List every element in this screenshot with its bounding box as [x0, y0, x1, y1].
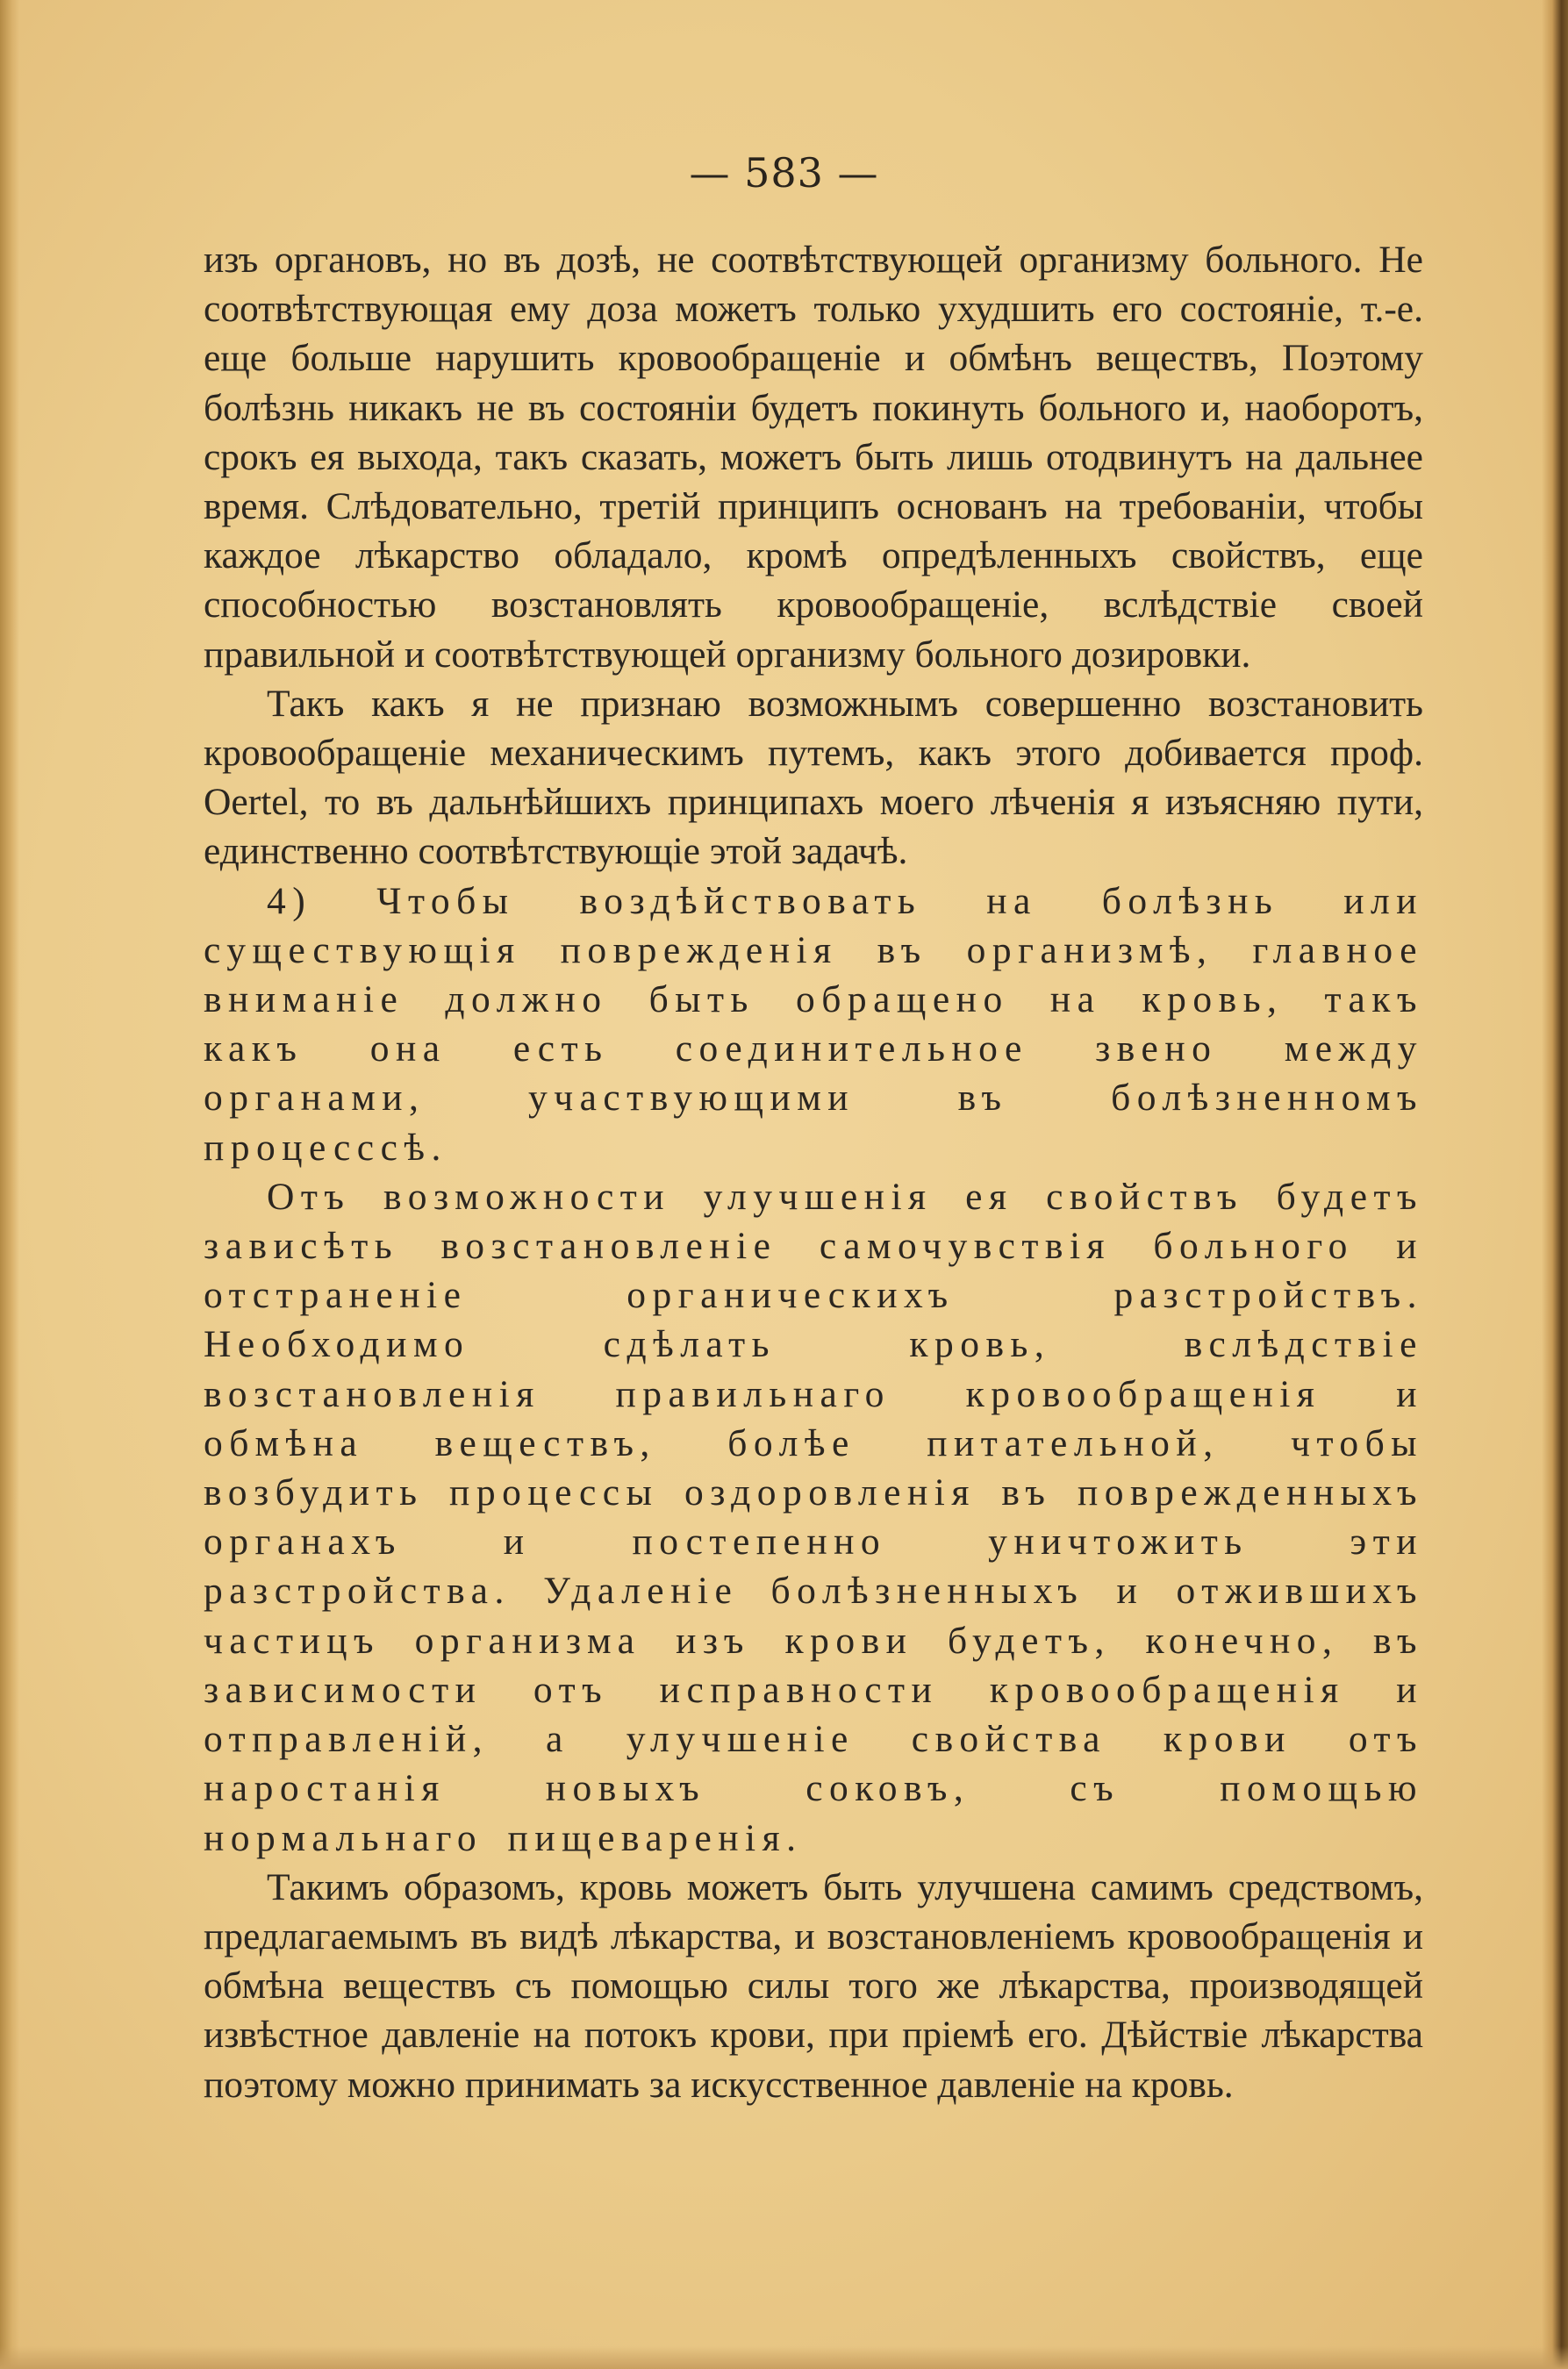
- page-left-edge: [0, 0, 19, 2369]
- paragraph-2: Такъ какъ я не признаю возможнымъ совершенно возстановить кровообращеніе механическимъ путемъ, какъ этого добивается проф. Oertel, то въ дальнѣйшихъ принципахъ моего лѣченія я изъясняю пути, единственно соотвѣтствующіе этой задачѣ.: [204, 682, 1423, 873]
- page-bottom-edge: [0, 2346, 1568, 2369]
- paragraph-1: изъ органовъ, но въ дозѣ, не соотвѣтствующей организму больного. Не соотвѣтствующая ему доза можетъ только ухудшить его состояніе, т.-е. еще больше нарушить кровообращеніе и обмѣнъ веществъ, Поэтому болѣзнь никакъ не въ состояніи будетъ покинуть больного и, наоборотъ, срокъ ея выхода, такъ сказать, можетъ быть лишь отодвинутъ на дальнее время. Слѣдовательно, третій принципъ основанъ на требованіи, чтобы каждое лѣкарство обладало, кромѣ опредѣленныхъ свойствъ, еще способностью возстановлять кровообращеніе, вслѣдствіе своей правильной и соотвѣтствующей организму больного дозировки.: [204, 239, 1423, 676]
- paragraph-3: 4) Чтобы воздѣйствовать на болѣзнь или существующія поврежденія въ организмѣ, главное вниманіе должно быть обращено на кровь, такъ какъ она есть соединительное звено между органами, участвующими въ болѣзненномъ процесссѣ.: [204, 879, 1423, 1169]
- page-number: — 583 —: [689, 149, 879, 197]
- body-text: [204, 235, 1423, 2109]
- page-right-edge: [1542, 0, 1568, 2369]
- paragraph-4: Отъ возможности улучшенія ея свойствъ будетъ зависѣть возстановленіе самочувствія больного и отстраненіе органическихъ разстройствъ. Необходимо сдѣлать кровь, вслѣдствіе возстановленія правильнаго кровообращенія и обмѣна веществъ, болѣе питательной, чтобы возбудить процессы оздоровленія въ поврежденныхъ органахъ и постепенно уничтожить эти разстройства. Удаленіе болѣзненныхъ и отжившихъ частицъ организма изъ крови будетъ, конечно, въ зависимости отъ исправности кровообращенія и отправленій, а улучшеніе свойства крови отъ наростанія новыхъ соковъ, съ помощью нормальнаго пищеваренія.: [204, 1175, 1423, 1859]
- paragraph-5: Такимъ образомъ, кровь можетъ быть улучшена самимъ средствомъ, предлагаемымъ въ видѣ лѣкарства, и возстановленіемъ кровообращенія и обмѣна веществъ съ помощью силы того же лѣкарства, производящей извѣстное давленіе на потокъ крови, при пріемѣ его. Дѣйствіе лѣкарства поэтому можно принимать за искусственное давленіе на кровь.: [204, 1865, 1423, 2106]
